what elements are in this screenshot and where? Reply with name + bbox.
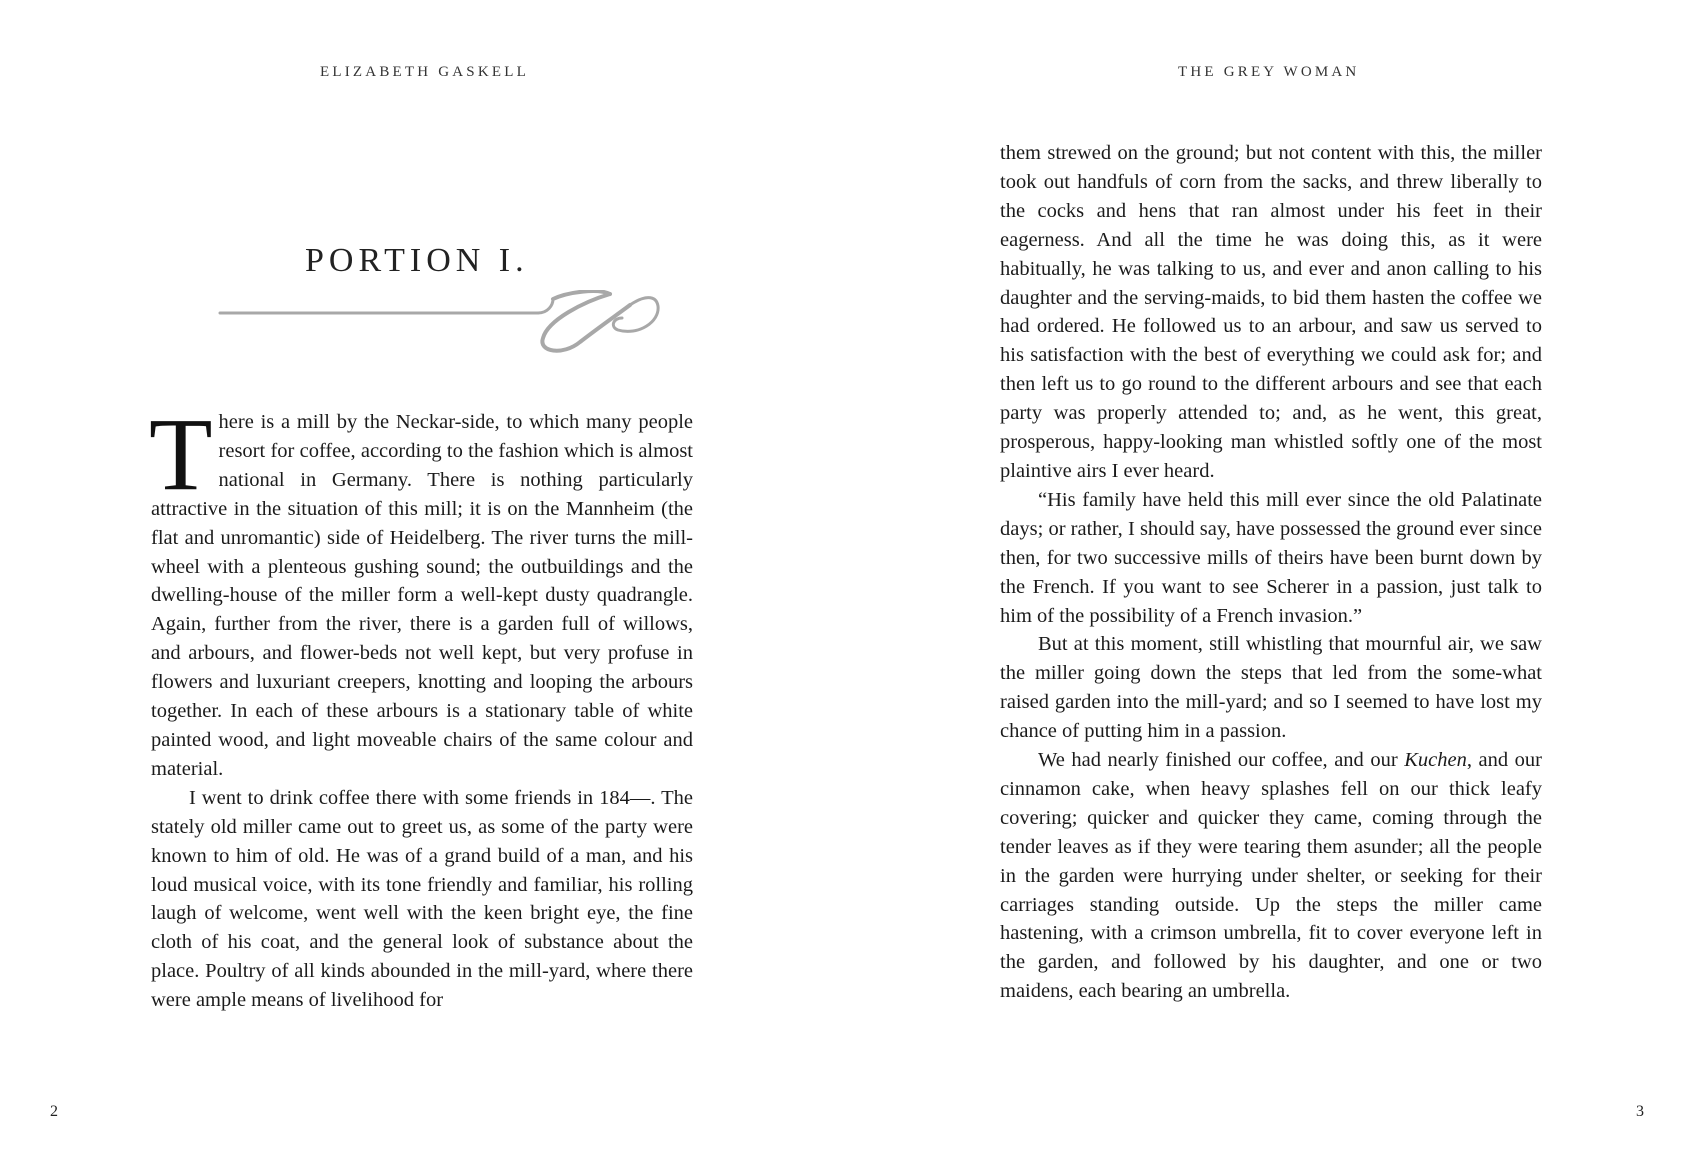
right-page bbox=[842, 0, 1684, 1152]
paragraph: I went to drink coffee there with some friends in 184—. The stately old miller came out to greet us, as some of the party were known to him of old. He was of a grand build of a man, and his loud musical voice, with its tone friendly and familiar, his rolling laugh of welcome, went well with the keen bright eye, the fine cloth of his coat, and the general look of substance about the place. Poultry of all kinds abounded in the mill-yard, where there were ample means of livelihood for bbox=[151, 786, 693, 1012]
page-number-right: 3 bbox=[1636, 1103, 1644, 1120]
opening-paragraph bbox=[149, 397, 693, 784]
paragraph-text: , and our cinnamon cake, when heavy splashes fell on our thick leafy covering; quicker and quicker they came, coming through the tender leaves as if they were tearing them asunder; all the people in the garden were hurrying under shelter, or seeking for their carriages standing outside. Up the steps the miller came hastening, with a crimson umbrella, fit to cover everyone left in the garden, and followed by his daughter, and one or two maidens, each bearing an umbrella. bbox=[1000, 749, 1542, 1003]
paragraph: But at this moment, still whistling that mournful air, we saw the miller going down the steps that led from the some-what raised garden into the mill-yard; and so I seemed to have lost my chance of putting him in a passion. bbox=[1000, 633, 1542, 743]
paragraph: “His family have held this mill ever since the old Palatinate days; or rather, I should say, have possessed the ground ever since then, for two successive mills of theirs have been burnt down by the French. If you want to see Scherer in a passion, just talk to him of the possibility of a French invasion.” bbox=[1000, 488, 1542, 627]
italic-word: Kuchen bbox=[1404, 749, 1467, 772]
drop-cap: T bbox=[149, 397, 213, 512]
paragraph-continued: them strewed on the ground; but not content with this, the miller took out handfuls of corn from the sacks, and threw liberally to the cocks and hens that ran almost under his feet in their eagerness. And all the time he was doing this, as it were habitually, he was talking to us, and ever and anon calling to his daughter and the serving-maids, to bid them hasten the coffee we had ordered. He followed us to an arbour, and saw us served to his satisfaction with the best of everything we could ask for; and then left us to go round to the different arbours and see that each party was properly attended to; and, as he went, this great, prosperous, happy-looking man whistled softly one of the most plaintive airs I ever heard. bbox=[1000, 142, 1542, 482]
running-head-title: THE GREY WOMAN bbox=[1178, 64, 1360, 80]
chapter-title: PORTION I. bbox=[305, 242, 529, 279]
left-text-block bbox=[149, 397, 693, 1015]
paragraph-text: We had nearly finished our coffee, and our bbox=[1038, 749, 1405, 772]
paragraph-last bbox=[1000, 746, 1542, 1006]
running-head-author: ELIZABETH GASKELL bbox=[320, 64, 529, 80]
opening-paragraph-text: here is a mill by the Neckar-side, to which many people resort for coffee, according to the fashion which is almost national in Germany. There is nothing particularly attractive in the situation of this mill; it is on the Mannheim (the flat and unromantic) side of Heidelberg. The river turns the mill-wheel with a plenteous gushing sound; the outbuildings and the dwelling-house of the miller form a well-kept dusty quadrangle. Again, further from the river, there is a garden full of willows, and arbours, and flower-beds not well kept, but very profuse in flowers and luxuriant creepers, knotting and looping the arbours together. In each of these arbours is a stationary table of white painted wood, and light moveable chairs of the same colour and material. bbox=[151, 411, 693, 780]
flourish-ornament-icon bbox=[218, 290, 680, 370]
page-number-left: 2 bbox=[50, 1103, 58, 1120]
right-text-block bbox=[1000, 139, 1542, 1006]
